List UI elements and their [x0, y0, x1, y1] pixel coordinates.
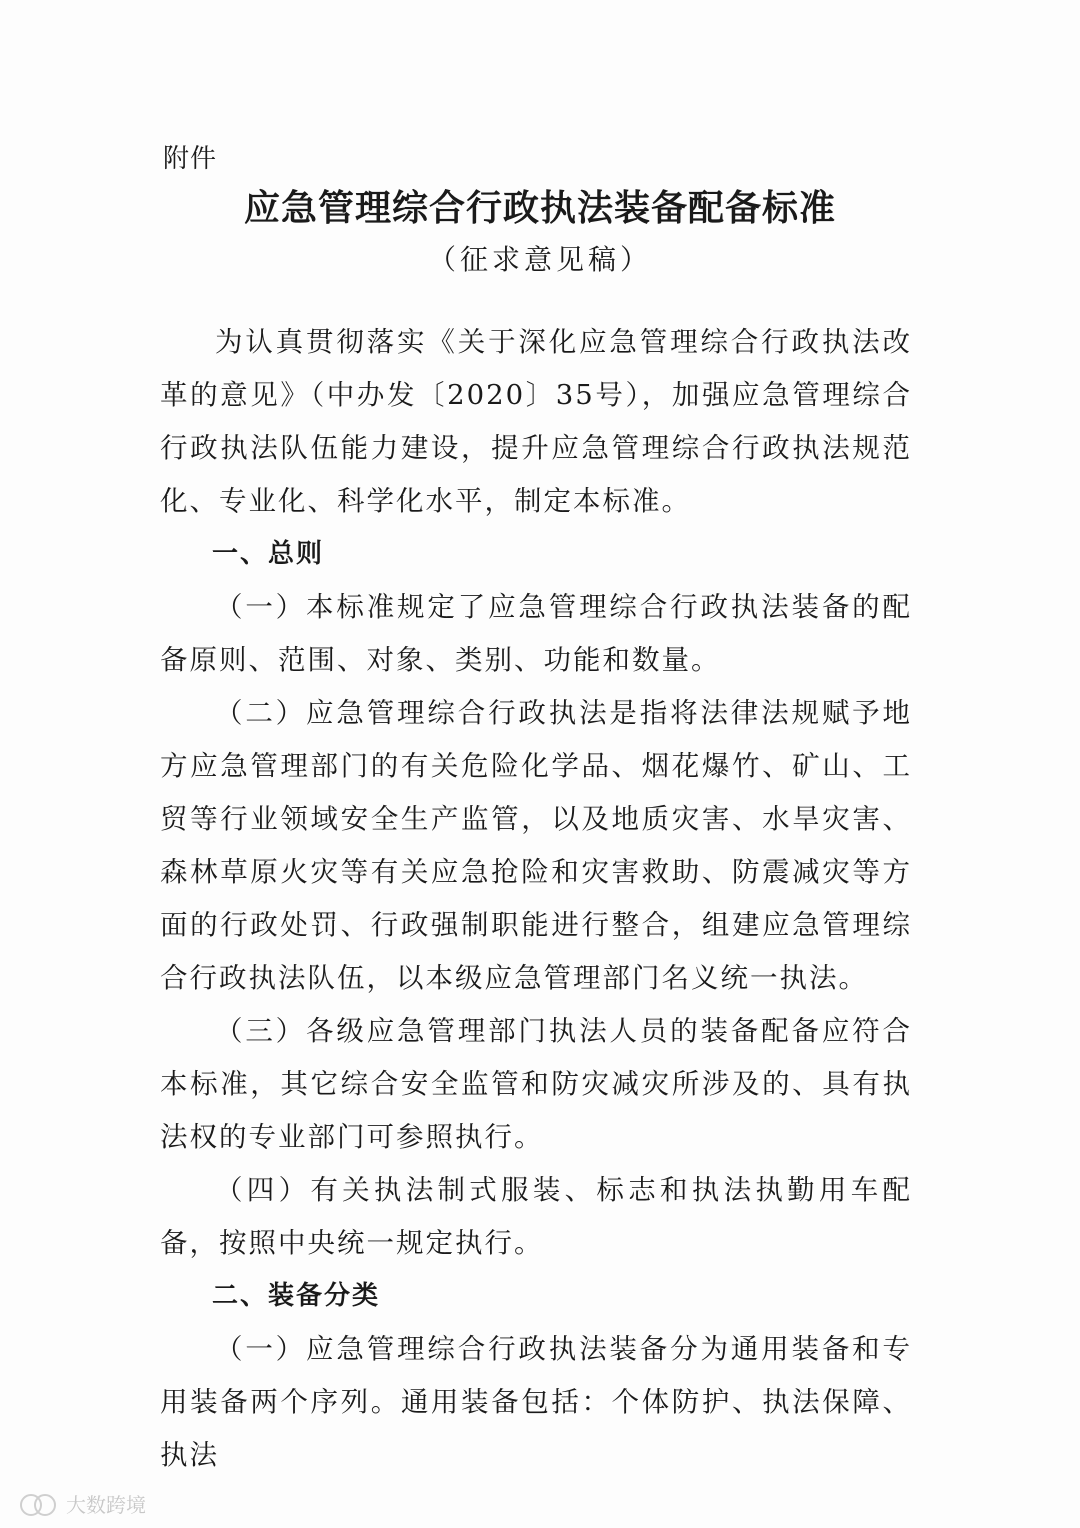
section-1-heading: 一、总则: [212, 539, 325, 569]
watermark-text: 大数跨境: [66, 1493, 146, 1517]
section-2-item-1: （一）应急管理综合行政执法装备分为通用装备和专用装备两个序列。通用装备包括：个体防护、执法保障、执法: [160, 1333, 912, 1471]
document-title: 应急管理综合行政执法装备配备标准: [243, 188, 836, 229]
watermark: [20, 1489, 146, 1518]
section-1-item-3: （三）各级应急管理部门执法人员的装备配备应符合本标准，其它综合安全监管和防灾减灾所涉及的、具有执法权的专业部门可参照执行。: [160, 1015, 912, 1153]
section-1-item-4: （四）有关执法制式服装、标志和执法执勤用车配备，按照中央统一规定执行。: [160, 1174, 912, 1259]
document-body: [160, 316, 912, 1482]
section-2-heading: 二、装备分类: [212, 1281, 381, 1311]
section-1-item-2: （二）应急管理综合行政执法是指将法律法规赋予地方应急管理部门的有关危险化学品、烟花爆竹、矿山、工贸等行业领域安全生产监管，以及地质灾害、水旱灾害、森林草原火灾等有关应急抢险和灾害救助、防震减灾等方面的行政处罚、行政强制职能进行整合，组建应急管理综合行政执法队伍，以本级应急管理部门名义统一执法。: [160, 697, 912, 994]
intro-paragraph: 为认真贯彻落实《关于深化应急管理综合行政执法改革的意见》（中办发〔2020〕35号），加强应急管理综合行政执法队伍能力建设，提升应急管理综合行政执法规范化、专业化、科学化水平，制定本标准。: [160, 326, 912, 517]
document-subtitle: （征求意见稿）: [427, 243, 652, 276]
attachment-label: 附件: [163, 144, 218, 174]
section-1-item-1: （一）本标准规定了应急管理综合行政执法装备的配备原则、范围、对象、类别、功能和数量。: [160, 591, 912, 676]
chat-bubbles-logo-icon: [20, 1493, 60, 1515]
